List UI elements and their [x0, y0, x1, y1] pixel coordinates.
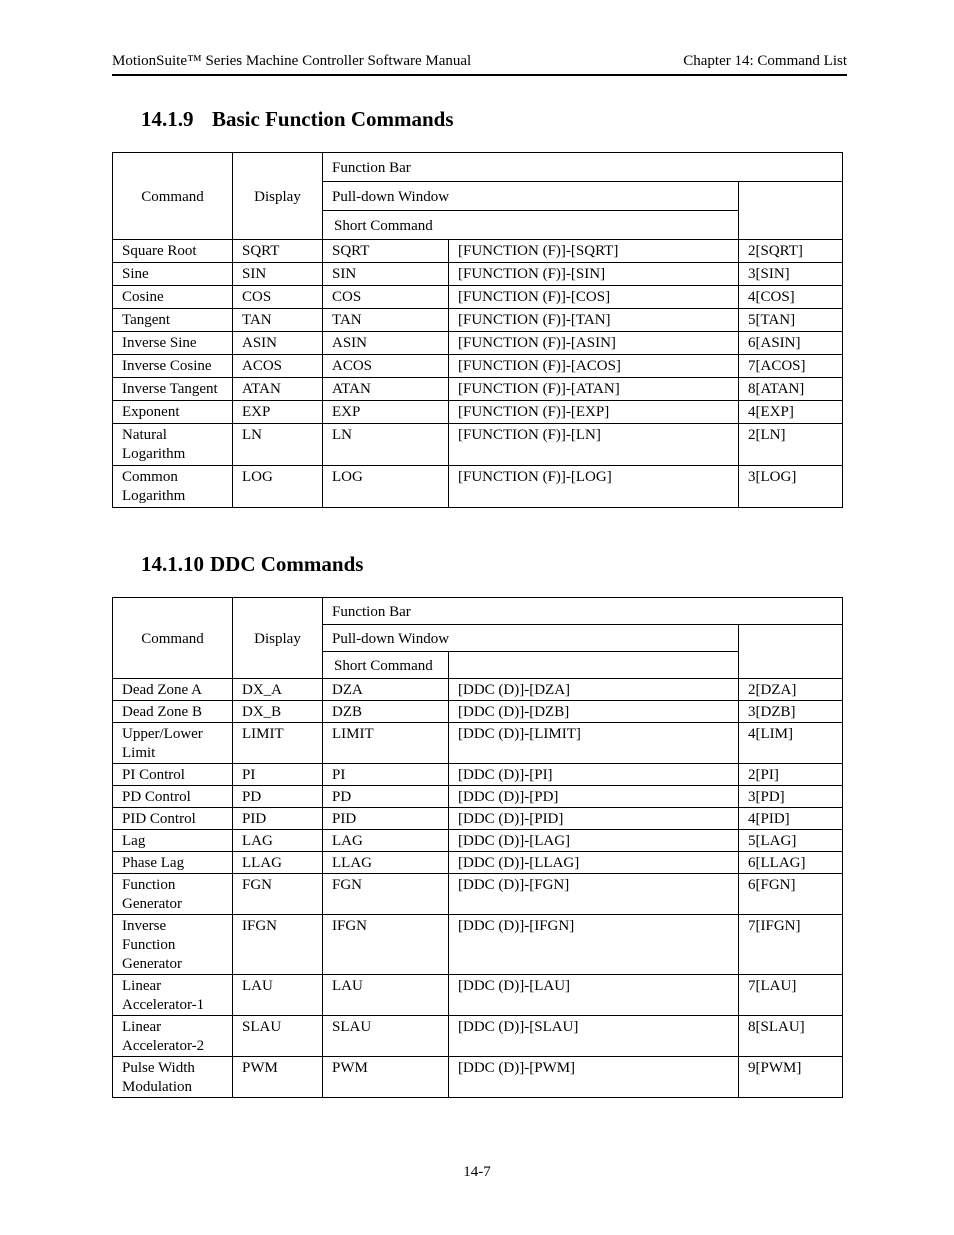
cell-pulldown-window: [DDC (D)]-[PI]: [449, 764, 739, 786]
cell-function-bar: DZA: [323, 679, 449, 701]
cell-display: IFGN: [233, 915, 323, 975]
cell-display: LIMIT: [233, 723, 323, 764]
ddc-commands-table: [112, 597, 843, 1098]
cell-command: Inverse Tangent: [113, 378, 233, 401]
manual-title: MotionSuite™ Series Machine Controller Software Manual: [112, 53, 472, 69]
table-row: [113, 309, 843, 332]
cell-function-bar: TAN: [323, 309, 449, 332]
cell-display: SQRT: [233, 240, 323, 263]
cell-function-bar: PWM: [323, 1057, 449, 1098]
cell-pulldown-window: [FUNCTION (F)]-[EXP]: [449, 401, 739, 424]
cell-function-bar: IFGN: [323, 915, 449, 975]
cell-short-command: 3[LOG]: [739, 466, 843, 508]
section-title: Basic Function Commands: [212, 107, 454, 131]
header-display: Display: [233, 598, 323, 679]
table-row: [113, 701, 843, 723]
cell-command: Upper/Lower Limit: [113, 723, 233, 764]
header-rule: [112, 74, 847, 76]
cell-pulldown-window: [DDC (D)]-[SLAU]: [449, 1016, 739, 1057]
cell-function-bar: SQRT: [323, 240, 449, 263]
cell-pulldown-window: [DDC (D)]-[DZA]: [449, 679, 739, 701]
cell-display: PI: [233, 764, 323, 786]
cell-display: LLAG: [233, 852, 323, 874]
cell-display: FGN: [233, 874, 323, 915]
cell-function-bar: LN: [323, 424, 449, 466]
table-row: [113, 286, 843, 309]
cell-command: Cosine: [113, 286, 233, 309]
cell-display: COS: [233, 286, 323, 309]
section-number: 14.1.10: [141, 552, 204, 576]
cell-function-bar: LAU: [323, 975, 449, 1016]
table-row: [113, 240, 843, 263]
cell-command: Common Logarithm: [113, 466, 233, 508]
cell-command: Inverse Sine: [113, 332, 233, 355]
table-row: [113, 830, 843, 852]
table-row: [113, 723, 843, 764]
cell-short-command: 3[DZB]: [739, 701, 843, 723]
cell-command: Dead Zone A: [113, 679, 233, 701]
cell-function-bar: FGN: [323, 874, 449, 915]
header-blank-cell: [739, 625, 843, 679]
header-command: Command: [113, 153, 233, 240]
cell-pulldown-window: [FUNCTION (F)]-[LOG]: [449, 466, 739, 508]
cell-pulldown-window: [DDC (D)]-[PID]: [449, 808, 739, 830]
table-row: [113, 355, 843, 378]
page-header: [112, 52, 847, 70]
cell-command: PI Control: [113, 764, 233, 786]
cell-pulldown-window: [DDC (D)]-[DZB]: [449, 701, 739, 723]
cell-function-bar: ATAN: [323, 378, 449, 401]
cell-short-command: 5[TAN]: [739, 309, 843, 332]
header-function-bar: Function Bar: [323, 598, 843, 625]
cell-pulldown-window: [DDC (D)]-[LAG]: [449, 830, 739, 852]
cell-command: PD Control: [113, 786, 233, 808]
cell-display: LAG: [233, 830, 323, 852]
table-row: [113, 466, 843, 508]
cell-short-command: 2[PI]: [739, 764, 843, 786]
cell-short-command: 3[SIN]: [739, 263, 843, 286]
cell-function-bar: ACOS: [323, 355, 449, 378]
cell-pulldown-window: [FUNCTION (F)]-[SQRT]: [449, 240, 739, 263]
header-short-command: Short Command: [323, 211, 739, 240]
cell-display: PWM: [233, 1057, 323, 1098]
cell-short-command: 5[LAG]: [739, 830, 843, 852]
cell-display: TAN: [233, 309, 323, 332]
section-number: 14.1.9: [141, 107, 194, 131]
table-row: [113, 808, 843, 830]
cell-command: Phase Lag: [113, 852, 233, 874]
section-title: DDC Commands: [210, 552, 364, 576]
cell-display: SIN: [233, 263, 323, 286]
header-short-command: Short Command: [323, 652, 449, 679]
cell-command: Inverse Function Generator: [113, 915, 233, 975]
cell-display: PID: [233, 808, 323, 830]
table-row: [113, 263, 843, 286]
table-row: [113, 786, 843, 808]
cell-short-command: 4[PID]: [739, 808, 843, 830]
page-number: 14-7: [463, 1164, 491, 1180]
table-row: [113, 975, 843, 1016]
cell-short-command: 3[PD]: [739, 786, 843, 808]
cell-display: DX_A: [233, 679, 323, 701]
cell-short-command: 6[FGN]: [739, 874, 843, 915]
cell-pulldown-window: [DDC (D)]-[PWM]: [449, 1057, 739, 1098]
cell-pulldown-window: [DDC (D)]-[PD]: [449, 786, 739, 808]
table-header-row: [113, 153, 843, 182]
cell-command: Pulse Width Modulation: [113, 1057, 233, 1098]
cell-display: DX_B: [233, 701, 323, 723]
table-row: [113, 915, 843, 975]
cell-short-command: 2[SQRT]: [739, 240, 843, 263]
cell-display: LOG: [233, 466, 323, 508]
cell-function-bar: DZB: [323, 701, 449, 723]
table-row: [113, 1057, 843, 1098]
cell-function-bar: LAG: [323, 830, 449, 852]
cell-function-bar: SLAU: [323, 1016, 449, 1057]
cell-command: Tangent: [113, 309, 233, 332]
header-blank-cell: [449, 652, 739, 679]
cell-short-command: 7[LAU]: [739, 975, 843, 1016]
cell-function-bar: SIN: [323, 263, 449, 286]
cell-command: Linear Accelerator-1: [113, 975, 233, 1016]
cell-command: Square Root: [113, 240, 233, 263]
cell-function-bar: COS: [323, 286, 449, 309]
table-row: [113, 1016, 843, 1057]
cell-pulldown-window: [FUNCTION (F)]-[ATAN]: [449, 378, 739, 401]
cell-command: PID Control: [113, 808, 233, 830]
cell-short-command: 4[LIM]: [739, 723, 843, 764]
section-heading-ddc: [141, 552, 363, 576]
cell-pulldown-window: [FUNCTION (F)]-[SIN]: [449, 263, 739, 286]
cell-function-bar: PD: [323, 786, 449, 808]
cell-short-command: 8[SLAU]: [739, 1016, 843, 1057]
header-command: Command: [113, 598, 233, 679]
cell-function-bar: ASIN: [323, 332, 449, 355]
cell-command: Inverse Cosine: [113, 355, 233, 378]
basic-function-commands-table: [112, 152, 843, 508]
cell-function-bar: EXP: [323, 401, 449, 424]
header-display: Display: [233, 153, 323, 240]
table-row: [113, 424, 843, 466]
table-header-row: [113, 598, 843, 625]
cell-pulldown-window: [DDC (D)]-[IFGN]: [449, 915, 739, 975]
cell-command: Dead Zone B: [113, 701, 233, 723]
cell-pulldown-window: [FUNCTION (F)]-[TAN]: [449, 309, 739, 332]
cell-display: ACOS: [233, 355, 323, 378]
cell-function-bar: LOG: [323, 466, 449, 508]
cell-short-command: 6[LLAG]: [739, 852, 843, 874]
cell-short-command: 4[COS]: [739, 286, 843, 309]
cell-short-command: 9[PWM]: [739, 1057, 843, 1098]
cell-short-command: 2[DZA]: [739, 679, 843, 701]
cell-function-bar: LIMIT: [323, 723, 449, 764]
chapter-title: Chapter 14: Command List: [683, 53, 847, 69]
cell-short-command: 2[LN]: [739, 424, 843, 466]
cell-short-command: 4[EXP]: [739, 401, 843, 424]
table-row: [113, 764, 843, 786]
table-row: [113, 378, 843, 401]
cell-function-bar: LLAG: [323, 852, 449, 874]
cell-command: Exponent: [113, 401, 233, 424]
cell-command: Natural Logarithm: [113, 424, 233, 466]
table-row: [113, 874, 843, 915]
cell-display: ASIN: [233, 332, 323, 355]
cell-pulldown-window: [FUNCTION (F)]-[LN]: [449, 424, 739, 466]
table-row: [113, 852, 843, 874]
cell-pulldown-window: [FUNCTION (F)]-[COS]: [449, 286, 739, 309]
header-pulldown-window: Pull-down Window: [323, 182, 739, 211]
cell-function-bar: PID: [323, 808, 449, 830]
table-body: [113, 679, 843, 1098]
cell-pulldown-window: [FUNCTION (F)]-[ASIN]: [449, 332, 739, 355]
cell-pulldown-window: [DDC (D)]-[LLAG]: [449, 852, 739, 874]
header-pulldown-window: Pull-down Window: [323, 625, 739, 652]
header-blank-cell: [739, 182, 843, 240]
table-body: [113, 240, 843, 508]
cell-display: ATAN: [233, 378, 323, 401]
cell-display: LN: [233, 424, 323, 466]
cell-short-command: 8[ATAN]: [739, 378, 843, 401]
cell-display: PD: [233, 786, 323, 808]
cell-display: LAU: [233, 975, 323, 1016]
header-function-bar: Function Bar: [323, 153, 843, 182]
cell-short-command: 7[ACOS]: [739, 355, 843, 378]
cell-short-command: 7[IFGN]: [739, 915, 843, 975]
cell-command: Linear Accelerator-2: [113, 1016, 233, 1057]
cell-pulldown-window: [DDC (D)]-[FGN]: [449, 874, 739, 915]
table-row: [113, 401, 843, 424]
section-heading-basic-function: [141, 107, 454, 131]
cell-command: Lag: [113, 830, 233, 852]
cell-function-bar: PI: [323, 764, 449, 786]
cell-command: Sine: [113, 263, 233, 286]
cell-display: EXP: [233, 401, 323, 424]
cell-pulldown-window: [FUNCTION (F)]-[ACOS]: [449, 355, 739, 378]
table-row: [113, 332, 843, 355]
cell-pulldown-window: [DDC (D)]-[LAU]: [449, 975, 739, 1016]
cell-short-command: 6[ASIN]: [739, 332, 843, 355]
cell-command: Function Generator: [113, 874, 233, 915]
table-row: [113, 679, 843, 701]
cell-pulldown-window: [DDC (D)]-[LIMIT]: [449, 723, 739, 764]
cell-display: SLAU: [233, 1016, 323, 1057]
